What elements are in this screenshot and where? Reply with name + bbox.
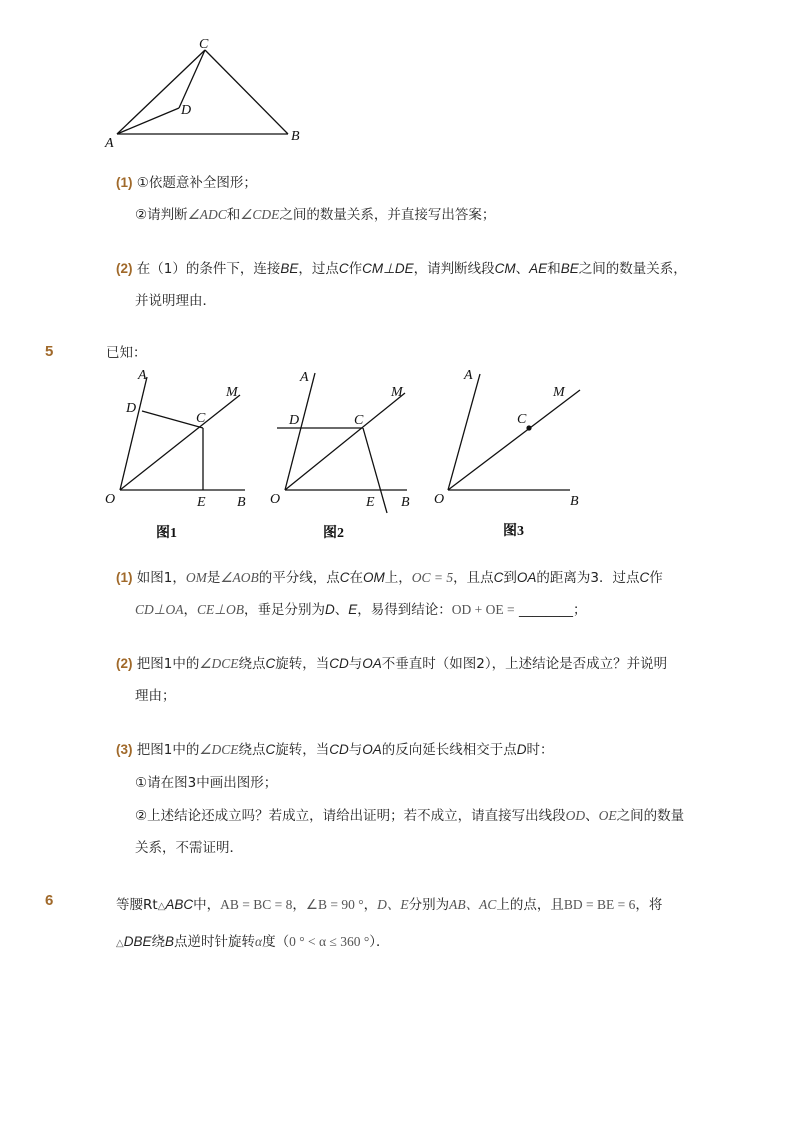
point-c (526, 425, 531, 430)
q5-part3-line3 (135, 806, 684, 826)
segment-ac (117, 50, 205, 134)
math-c: C (265, 742, 276, 757)
math-angle-dce: ∠DCE (199, 656, 239, 671)
text: 上的点，且 (496, 897, 564, 913)
ray-oa (285, 373, 315, 490)
label-m: M (553, 385, 565, 400)
text: ，且点 (453, 570, 494, 586)
label-c: C (196, 411, 206, 426)
math-cd: CD (329, 742, 349, 757)
label-b: B (237, 495, 246, 510)
label-m: M (391, 385, 403, 400)
math-angle-b: ∠B = 90 ° (305, 897, 364, 912)
math-alpha: α (254, 934, 263, 949)
q4-part2-line2: 并说明理由． (135, 293, 216, 309)
q5-part2-tag: (2) (116, 656, 133, 671)
label-b: B (570, 494, 579, 509)
math-dbe: DBE (123, 934, 152, 949)
q4-part1-line2 (135, 205, 495, 225)
text: 上， (384, 570, 412, 586)
figure-2-caption: 图2 (323, 526, 344, 541)
text: ，易得到结论： (357, 602, 452, 618)
math-c: C (639, 570, 650, 585)
segment-dc (179, 50, 205, 108)
math-om: OM (185, 570, 207, 585)
math-alpha-range: 0 ° < α ≤ 360 ° (289, 934, 370, 949)
text: 度（ (262, 934, 290, 950)
text: 作 (649, 570, 663, 586)
math-od: OD (565, 808, 586, 823)
text: 、 (334, 602, 349, 618)
text: ， (183, 602, 198, 618)
label-b: B (291, 129, 300, 144)
text: 之间的数量关系，并直接写出答案； (279, 207, 496, 223)
q4-part2-tag: (2) (116, 261, 133, 276)
text: 不垂直时（如图2），上述结论是否成立？并说明 (381, 656, 668, 672)
figure-1 (100, 365, 260, 545)
text: ； (572, 602, 587, 618)
label-d: D (181, 103, 192, 118)
math-oa: OA (362, 742, 382, 757)
answer-blank: ________ (518, 602, 573, 618)
text: ， (363, 897, 378, 913)
text: 分别为 (408, 897, 450, 913)
math-abc: ABC (165, 897, 194, 912)
text: 与 (348, 656, 363, 672)
text: 和 (226, 207, 241, 223)
q5-part1-tag: (1) (116, 570, 133, 585)
text: 把图1中的 (136, 656, 200, 672)
q4-part2-line1 (116, 259, 687, 279)
figure-3 (430, 360, 590, 545)
math-cm: CM (494, 261, 516, 276)
math-om: OM (363, 570, 385, 585)
math-oa: OA (516, 570, 537, 585)
math-cd-perp-oa: CD⊥OA (135, 602, 184, 617)
math-cm-perp-de: CM⊥DE (362, 261, 414, 276)
text: ，请判断线段 (413, 261, 495, 277)
q5-part3-line1 (116, 740, 554, 760)
label-a: A (300, 370, 309, 385)
math-angle-aob: ∠AOB (220, 570, 259, 585)
segment-cd (142, 411, 203, 428)
triangle-figure (95, 30, 325, 155)
math-be: BE (560, 261, 579, 276)
text: 旋转，当 (275, 742, 330, 758)
text: 在（1）的条件下，连接 (136, 261, 281, 277)
text: 时： (526, 742, 554, 758)
text: 等腰Rt (116, 897, 158, 913)
label-o: O (434, 492, 445, 507)
label-a: A (105, 136, 114, 151)
q5-part3-line2: ①请在图3中画出图形； (135, 775, 278, 791)
q6-line2 (116, 932, 389, 954)
q5-intro: 已知： (106, 345, 147, 361)
ray-om (120, 395, 240, 490)
text: 绕 (151, 934, 165, 950)
label-c: C (199, 37, 209, 52)
ray-oa (448, 374, 480, 490)
math-ab-ac: AB、AC (449, 897, 497, 912)
math-d: D (516, 742, 527, 757)
text: 在 (349, 570, 363, 586)
q6-line1 (116, 895, 662, 917)
math-c: C (265, 656, 276, 671)
math-d-e: D、E (377, 897, 409, 912)
math-ce-perp-ob: CE⊥OB (197, 602, 245, 617)
q6-number: 6 (45, 892, 54, 909)
text: 、 (515, 261, 530, 277)
q4-part1-line1 (116, 173, 257, 193)
label-e: E (197, 495, 206, 510)
text: ）． (369, 934, 390, 950)
label-o: O (105, 492, 116, 507)
text: 旋转，当 (275, 656, 330, 672)
text: 把图1中的 (136, 742, 200, 758)
math-bd-eq-be: BD = BE = 6 (563, 897, 636, 912)
label-m: M (226, 385, 238, 400)
text: 是 (206, 570, 221, 586)
q5-part3-tag: (3) (116, 742, 133, 757)
q5-part1-line1 (116, 568, 663, 588)
label-a: A (138, 368, 147, 383)
label-d: D (289, 413, 300, 428)
text: ， (292, 897, 306, 913)
text: 绕点 (238, 656, 266, 672)
q4-part1-text: ①依题意补全图形； (136, 175, 257, 191)
label-d: D (126, 401, 137, 416)
math-od-plus-oe: OD + OE = (451, 602, 515, 617)
math-d: D (325, 602, 335, 617)
q4-part1-tag: (1) (116, 175, 133, 190)
text: 的反向延长线相交于点 (381, 742, 517, 758)
text: 的距离为3．过点 (536, 570, 640, 586)
text: 之间的数量关系， (578, 261, 687, 277)
text: ，垂足分别为 (244, 602, 326, 618)
q5-part3-line4: 关系，不需证明． (135, 840, 243, 856)
text: 的平分线，点 (258, 570, 340, 586)
figure-2 (265, 365, 425, 550)
label-b: B (401, 495, 410, 510)
math-e: E (348, 602, 358, 617)
math-angle-cde: ∠CDE (240, 207, 280, 222)
text: 作 (348, 261, 363, 277)
text: ②请判断 (135, 207, 188, 223)
text: 与 (348, 742, 363, 758)
label-o: O (270, 492, 281, 507)
q5-part2-line1 (116, 654, 667, 674)
math-angle-adc: ∠ADC (187, 207, 227, 222)
text: 点逆时针旋转 (173, 934, 255, 950)
q5-part2-line2: 理由； (135, 688, 176, 704)
triangle-symbol: △ (157, 901, 166, 912)
ray-om (285, 393, 405, 490)
math-oa: OA (362, 656, 382, 671)
math-cd: CD (329, 656, 349, 671)
text: 、 (585, 808, 599, 824)
figure-3-caption: 图3 (503, 524, 524, 539)
math-b: B (164, 934, 174, 949)
math-c: C (339, 570, 350, 585)
triangle-symbol: △ (116, 938, 124, 949)
math-oe: OE (598, 808, 617, 823)
math-ae: AE (529, 261, 548, 276)
text: 绕点 (238, 742, 266, 758)
math-angle-dce: ∠DCE (199, 742, 239, 757)
segment-bc (205, 50, 288, 134)
label-a: A (464, 368, 473, 383)
ray-oa (120, 377, 147, 490)
math-be: BE (280, 261, 299, 276)
label-e: E (366, 495, 375, 510)
text: 到 (503, 570, 517, 586)
math-oc-eq: OC = 5 (411, 570, 454, 585)
text: ，过点 (298, 261, 339, 277)
q5-number: 5 (45, 343, 54, 360)
label-c: C (517, 412, 527, 427)
q5-part1-line2 (135, 600, 586, 620)
text: 之间的数量 (616, 808, 685, 824)
math-ab-eq-bc: AB = BC = 8 (220, 897, 293, 912)
math-c: C (338, 261, 349, 276)
ray-om (448, 390, 580, 490)
label-c: C (354, 413, 364, 428)
math-c: C (493, 570, 504, 585)
text: 如图1， (136, 570, 186, 586)
text: 和 (547, 261, 561, 277)
text: 中， (193, 897, 221, 913)
segment-ad (117, 108, 179, 134)
figure-1-caption: 图1 (156, 526, 177, 541)
text: ，将 (635, 897, 663, 913)
text: ②上述结论还成立吗？若成立，请给出证明；若不成立，请直接写出线段 (135, 808, 566, 824)
